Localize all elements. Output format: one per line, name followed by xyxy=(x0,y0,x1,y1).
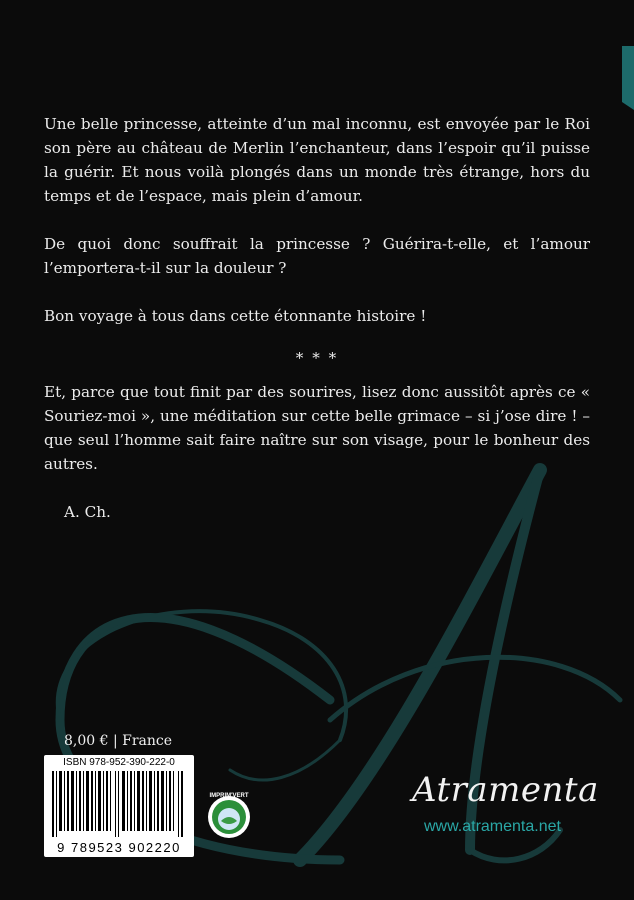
paragraph-3: Bon voyage à tous dans cette étonnante histoire ! xyxy=(44,307,427,325)
imprim-vert-logo xyxy=(207,795,251,839)
separator: * * * xyxy=(295,349,339,367)
isbn-label: ISBN 978-952-390-222-0 xyxy=(63,757,175,768)
imprim-vert-label: IMPRIM'VERT xyxy=(209,793,249,799)
barcode xyxy=(44,755,194,857)
publisher-url[interactable]: www.atramenta.net xyxy=(424,818,561,835)
paragraph-4: Et, parce que tout finit par des sourires, lisez donc aussitôt après ce « Souriez-moi », une méditation sur cette belle grimace – si j’ose dire ! – que seul l’homme sait faire naître sur son visage, pour le bonheur des autres. xyxy=(44,383,590,473)
paragraph-2: De quoi donc souffrait la princesse ? Guérira-t-elle, et l’amour l’emportera-t-il sur la douleur ? xyxy=(44,235,590,277)
body-text xyxy=(44,112,590,524)
paragraph-1: Une belle princesse, atteinte d’un mal inconnu, est envoyée par le Roi son père au château de Merlin l’enchanteur, dans l’espoir qu’il puisse la guérir. Et nous voilà plongés dans un monde très étrange, hors du temps et de l’espace, mais plein d’amour. xyxy=(44,115,590,205)
price: 8,00 € | France xyxy=(64,733,173,749)
publisher-logo: Atramenta xyxy=(412,770,599,810)
signature: A. Ch. xyxy=(64,503,111,521)
barcode-bars xyxy=(52,771,186,837)
barcode-digits: 9 789523 902220 xyxy=(57,840,181,855)
